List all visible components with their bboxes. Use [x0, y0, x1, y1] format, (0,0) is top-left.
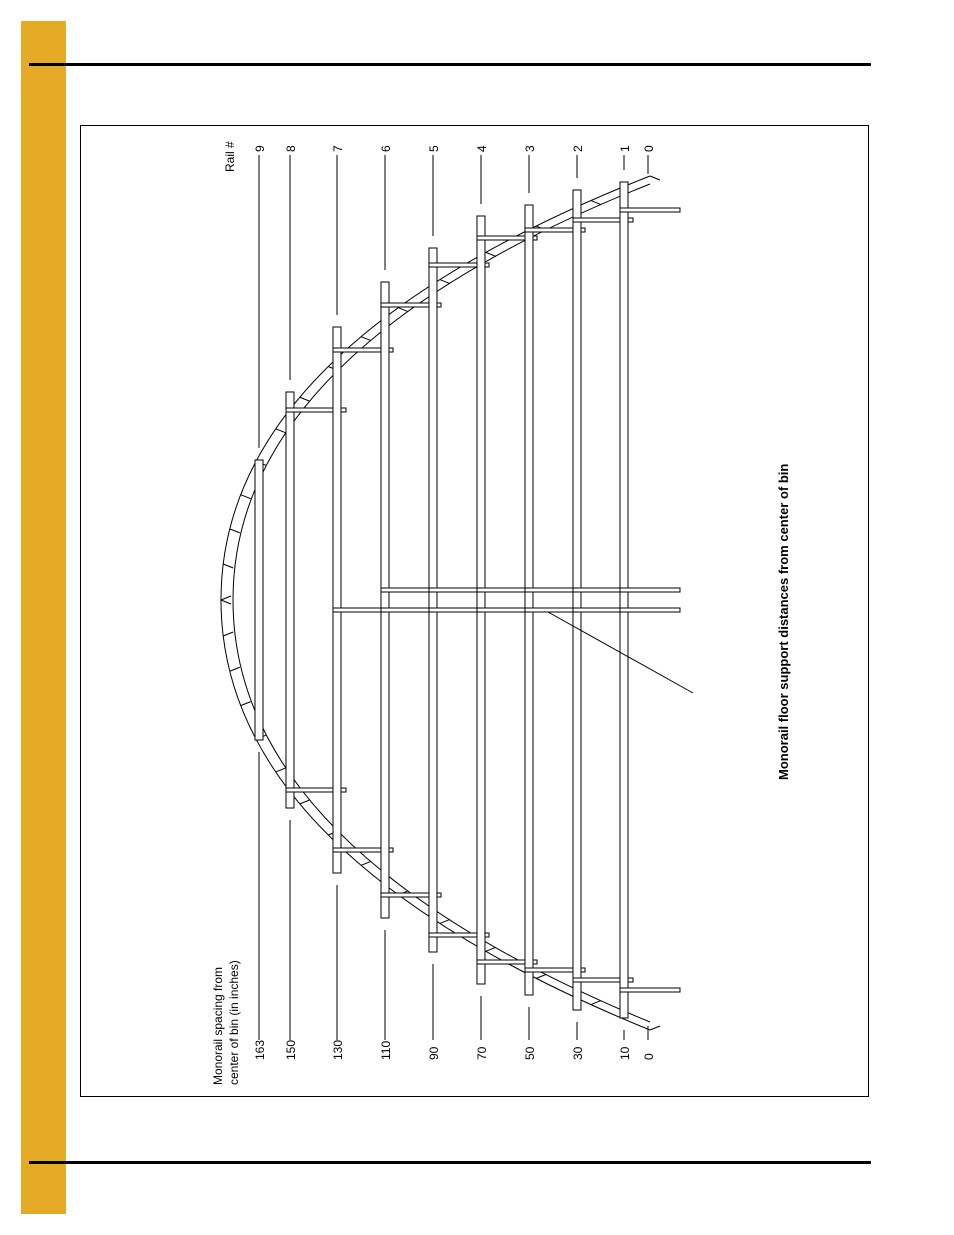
rail-4	[477, 216, 485, 984]
spacing-value: 163	[253, 1039, 267, 1060]
wall-segment-joint	[223, 564, 233, 568]
wall-segment-joint	[486, 252, 496, 256]
rail-5	[429, 248, 437, 952]
spacing-value: 110	[379, 1040, 393, 1060]
spacing-value: 50	[523, 1046, 537, 1060]
wall-segment-joint	[230, 529, 240, 533]
wall-segment-joint	[221, 600, 231, 604]
wall-segment-joint	[650, 1026, 660, 1030]
spacing-value: 150	[284, 1039, 298, 1060]
rail-number: 7	[331, 145, 345, 152]
rail-9	[255, 460, 263, 740]
wall-segment-joint	[361, 861, 371, 865]
cross-support	[620, 588, 680, 592]
wall-segment-joint	[361, 337, 371, 341]
wall-segment-joint	[536, 974, 546, 978]
rail-number: 2	[571, 145, 585, 152]
wall-segment-joint	[591, 1001, 601, 1005]
rail-number: 8	[284, 145, 298, 152]
rail-number: 0	[642, 145, 656, 152]
rail-8	[286, 392, 294, 808]
wall-segment-joint	[276, 429, 286, 433]
rail-number: 6	[379, 145, 393, 152]
cross-support	[620, 988, 680, 992]
cross-support	[620, 208, 680, 212]
rail-number: 3	[523, 145, 537, 152]
spacing-value: 130	[331, 1039, 345, 1060]
spacing-value: 10	[618, 1046, 632, 1060]
spacing-title-line1: Monorail spacing from	[211, 966, 225, 1085]
wall-segment-joint	[486, 947, 496, 951]
rail-title: Rail #	[223, 141, 237, 172]
wall-segment-joint	[440, 280, 450, 284]
rail-number: 9	[253, 145, 267, 152]
wall-segment-joint	[230, 667, 240, 671]
spacing-title-line2: center of bin (in inches)	[227, 960, 241, 1085]
rail-6	[381, 282, 389, 918]
cross-support	[620, 608, 680, 612]
wall-segment-joint	[276, 768, 286, 772]
rail-7	[333, 327, 341, 873]
rail-3	[525, 205, 533, 995]
rail-2	[573, 190, 581, 1010]
spacing-labels	[253, 752, 656, 1060]
rail-number: 4	[475, 145, 489, 152]
spacing-value: 0	[642, 1053, 656, 1060]
rail-1	[620, 182, 628, 1018]
spacing-value: 70	[475, 1046, 489, 1060]
wall-segment-joint	[440, 919, 450, 923]
rails-group	[255, 182, 680, 1018]
rail-number: 1	[618, 145, 632, 152]
rail-labels	[253, 145, 656, 448]
callout-label: Monorail floor support distances from center of bin	[776, 463, 791, 780]
wall-segment-joint	[221, 596, 231, 600]
wall-segment-joint	[398, 308, 408, 312]
wall-segment-joint	[591, 201, 601, 205]
wall-segment-joint	[223, 632, 233, 636]
spacing-value: 90	[427, 1046, 441, 1060]
spacing-value: 30	[571, 1046, 585, 1060]
wall-segment-joint	[300, 397, 310, 401]
wall-segment-joint	[300, 800, 310, 804]
wall-segment-joint	[241, 495, 251, 499]
wall-segment-joint	[650, 176, 660, 180]
wall-segment-joint	[241, 702, 251, 706]
rail-number: 5	[427, 145, 441, 152]
